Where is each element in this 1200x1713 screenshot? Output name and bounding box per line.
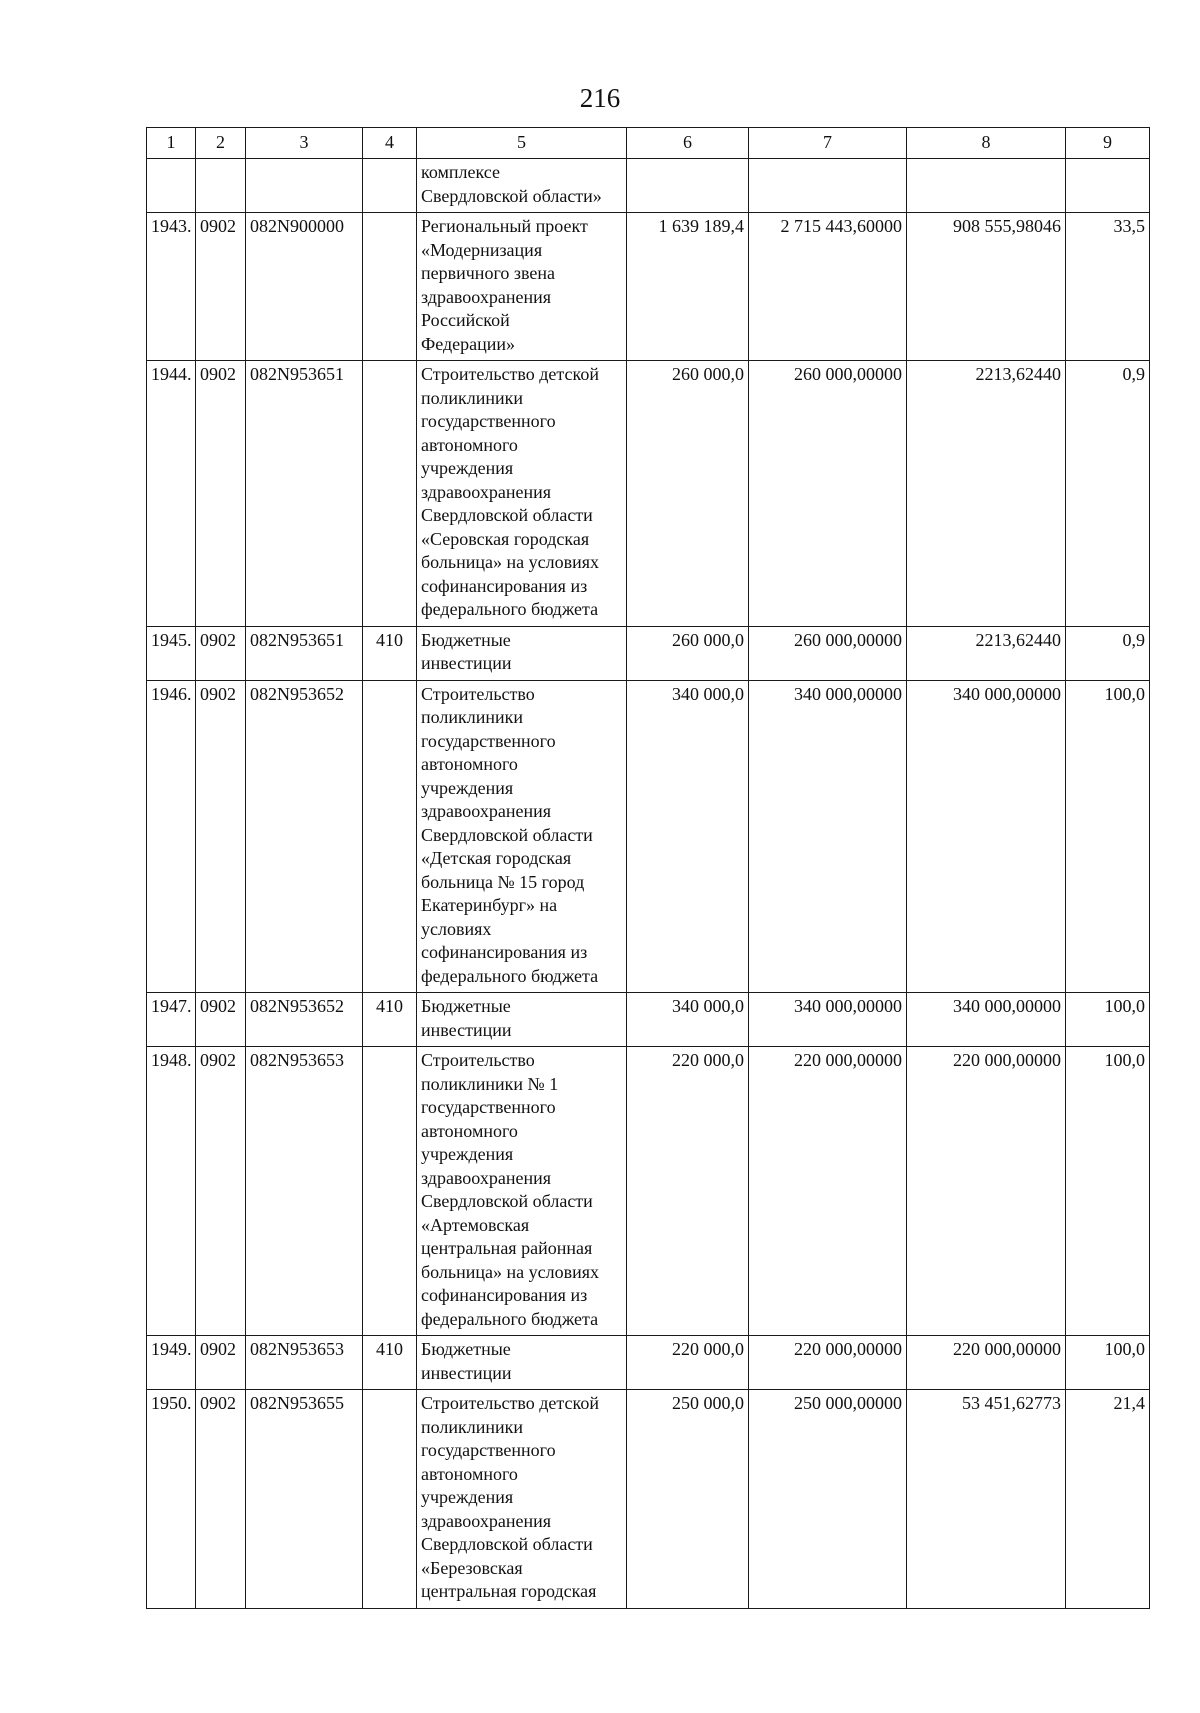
name-line: федерального бюджета — [421, 965, 599, 986]
column-header-7: 7 — [749, 128, 907, 159]
approved-amount-cell: 1 639 189,4 — [627, 213, 749, 361]
name-line: Свердловской области — [421, 505, 593, 525]
name-line: инвестиции — [421, 1019, 512, 1040]
target-code-cell: 082N953651 — [246, 361, 363, 627]
table-row — [147, 1047, 1150, 1336]
executed-amount-cell: 220 000,00000 — [907, 1047, 1066, 1336]
name-line: автономного — [421, 1463, 518, 1484]
approved-amount-cell — [627, 159, 749, 213]
target-code-cell: 082N953653 — [246, 1047, 363, 1336]
name-line: государственного — [421, 411, 556, 431]
name-line: здравоохранения — [421, 1510, 552, 1531]
row-number-cell: 1949. — [147, 1336, 196, 1390]
name-line: Свердловской области — [421, 1191, 593, 1211]
name-cell — [417, 1336, 627, 1390]
name-line: государственного — [421, 730, 556, 751]
name-line: софинансирования из — [421, 1285, 588, 1305]
row-number-cell: 1946. — [147, 680, 196, 993]
execution-percent-cell — [1066, 159, 1150, 213]
name-line: автономного — [421, 434, 518, 455]
approved-amount-cell: 340 000,0 — [627, 680, 749, 993]
column-header-5: 5 — [417, 128, 627, 159]
expense-type-cell: 410 — [363, 993, 417, 1047]
expense-type-cell — [363, 680, 417, 993]
expense-type-cell — [363, 213, 417, 361]
expense-type-cell — [363, 1390, 417, 1609]
name-line: «Артемовская — [421, 1214, 530, 1235]
name-line: больница № 15 город — [421, 871, 585, 892]
page-number: 216 — [579, 83, 621, 113]
name-line: софинансирования из — [421, 942, 588, 962]
column-header-2: 2 — [196, 128, 246, 159]
row-number-cell: 1950. — [147, 1390, 196, 1609]
name-cell — [417, 626, 627, 680]
name-line: «Серовская городская — [421, 528, 590, 549]
section-code-cell: 0902 — [196, 1336, 246, 1390]
name-cell — [417, 1390, 627, 1609]
planned-amount-cell: 260 000,00000 — [749, 626, 907, 680]
executed-amount-cell: 53 451,62773 — [907, 1390, 1066, 1609]
name-line: здравоохранения — [421, 801, 552, 821]
execution-percent-cell: 100,0 — [1066, 1047, 1150, 1336]
approved-amount-cell: 220 000,0 — [627, 1047, 749, 1336]
name-line: здравоохранения — [421, 481, 552, 502]
row-number-cell: 1947. — [147, 993, 196, 1047]
table-row — [147, 680, 1150, 993]
name-cell — [417, 1047, 627, 1336]
name-line: «Березовская — [421, 1557, 523, 1578]
table-header — [147, 128, 1150, 159]
executed-amount-cell: 220 000,00000 — [907, 1336, 1066, 1390]
name-line: поликлиники — [421, 1416, 524, 1437]
row-number-cell: 1945. — [147, 626, 196, 680]
name-line: Бюджетные — [421, 996, 511, 1016]
planned-amount-cell: 340 000,00000 — [749, 993, 907, 1047]
section-code-cell: 0902 — [196, 213, 246, 361]
planned-amount-cell: 220 000,00000 — [749, 1047, 907, 1336]
name-line: поликлиники — [421, 707, 524, 727]
expense-type-cell — [363, 1047, 417, 1336]
name-line: поликлиники № 1 — [421, 1073, 559, 1094]
name-cell — [417, 993, 627, 1047]
name-line: Строительство детской — [421, 1393, 599, 1413]
name-line: государственного — [421, 1440, 556, 1460]
executed-amount-cell: 2213,62440 — [907, 361, 1066, 627]
approved-amount-cell: 340 000,0 — [627, 993, 749, 1047]
approved-amount-cell: 260 000,0 — [627, 361, 749, 627]
name-line: автономного — [421, 1120, 518, 1141]
planned-amount-cell: 250 000,00000 — [749, 1390, 907, 1609]
execution-percent-cell: 100,0 — [1066, 680, 1150, 993]
planned-amount-cell: 2 715 443,60000 — [749, 213, 907, 361]
target-code-cell: 082N953651 — [246, 626, 363, 680]
target-code-cell — [246, 159, 363, 213]
name-line: инвестиции — [421, 1362, 512, 1383]
name-line: Строительство — [421, 1050, 535, 1070]
name-line: автономного — [421, 754, 518, 774]
name-line: здравоохранения — [421, 1167, 552, 1188]
executed-amount-cell: 2213,62440 — [907, 626, 1066, 680]
name-line: больница» на условиях — [421, 552, 600, 572]
target-code-cell: 082N953652 — [246, 993, 363, 1047]
expense-type-cell: 410 — [363, 1336, 417, 1390]
name-line: первичного звена — [421, 263, 555, 283]
planned-amount-cell: 220 000,00000 — [749, 1336, 907, 1390]
approved-amount-cell: 250 000,0 — [627, 1390, 749, 1609]
section-code-cell: 0902 — [196, 993, 246, 1047]
table-row — [147, 159, 1150, 213]
name-line: учреждения — [421, 777, 514, 798]
target-code-cell: 082N953655 — [246, 1390, 363, 1609]
executed-amount-cell: 908 555,98046 — [907, 213, 1066, 361]
table-row — [147, 626, 1150, 680]
approved-amount-cell: 260 000,0 — [627, 626, 749, 680]
budget-table — [146, 127, 1150, 1609]
name-line: Российской — [421, 310, 510, 330]
execution-percent-cell: 0,9 — [1066, 626, 1150, 680]
name-line: Региональный проект — [421, 216, 588, 236]
name-line: комплексе — [421, 162, 500, 182]
execution-percent-cell: 100,0 — [1066, 993, 1150, 1047]
table-row — [147, 361, 1150, 627]
table-row — [147, 1390, 1150, 1609]
column-header-4: 4 — [363, 128, 417, 159]
column-header-6: 6 — [627, 128, 749, 159]
name-line: центральная районная — [421, 1238, 593, 1258]
section-code-cell: 0902 — [196, 1390, 246, 1609]
name-line: «Модернизация — [421, 239, 543, 260]
name-line: софинансирования из — [421, 575, 588, 596]
row-number-cell — [147, 159, 196, 213]
name-line: учреждения — [421, 1487, 514, 1507]
name-line: Строительство детской — [421, 364, 599, 384]
target-code-cell: 082N953652 — [246, 680, 363, 993]
section-code-cell: 0902 — [196, 1047, 246, 1336]
name-line: условиях — [421, 918, 492, 939]
row-number-cell: 1944. — [147, 361, 196, 627]
column-header-9: 9 — [1066, 128, 1150, 159]
name-line: Бюджетные — [421, 1339, 511, 1359]
expense-type-cell — [363, 361, 417, 627]
name-line: федерального бюджета — [421, 1308, 599, 1329]
executed-amount-cell — [907, 159, 1066, 213]
name-line: «Детская городская — [421, 848, 572, 868]
name-line: Екатеринбург» на — [421, 895, 558, 915]
planned-amount-cell: 260 000,00000 — [749, 361, 907, 627]
name-line: учреждения — [421, 458, 514, 478]
name-line: Свердловской области» — [421, 185, 602, 206]
name-cell — [417, 159, 627, 213]
planned-amount-cell: 340 000,00000 — [749, 680, 907, 993]
name-cell — [417, 680, 627, 993]
table-row — [147, 1336, 1150, 1390]
name-line: Бюджетные — [421, 629, 511, 650]
execution-percent-cell: 21,4 — [1066, 1390, 1150, 1609]
table-body — [147, 159, 1150, 1609]
name-cell — [417, 213, 627, 361]
name-line: поликлиники — [421, 387, 524, 408]
column-header-8: 8 — [907, 128, 1066, 159]
target-code-cell: 082N953653 — [246, 1336, 363, 1390]
planned-amount-cell — [749, 159, 907, 213]
expense-type-cell — [363, 159, 417, 213]
name-line: Федерации» — [421, 333, 516, 354]
execution-percent-cell: 0,9 — [1066, 361, 1150, 627]
name-line: больница» на условиях — [421, 1261, 600, 1282]
name-line: инвестиции — [421, 653, 512, 673]
row-number-cell: 1943. — [147, 213, 196, 361]
table-row — [147, 213, 1150, 361]
name-line: Свердловской области — [421, 1534, 593, 1554]
name-line: федерального бюджета — [421, 599, 599, 619]
name-line: здравоохранения — [421, 286, 552, 307]
execution-percent-cell: 33,5 — [1066, 213, 1150, 361]
section-code-cell — [196, 159, 246, 213]
section-code-cell: 0902 — [196, 361, 246, 627]
table-row — [147, 993, 1150, 1047]
execution-percent-cell: 100,0 — [1066, 1336, 1150, 1390]
column-header-3: 3 — [246, 128, 363, 159]
column-header-1: 1 — [147, 128, 196, 159]
name-line: Строительство — [421, 683, 535, 704]
row-number-cell: 1948. — [147, 1047, 196, 1336]
section-code-cell: 0902 — [196, 626, 246, 680]
approved-amount-cell: 220 000,0 — [627, 1336, 749, 1390]
name-cell — [417, 361, 627, 627]
name-line: учреждения — [421, 1144, 514, 1164]
name-line: государственного — [421, 1097, 556, 1117]
executed-amount-cell: 340 000,00000 — [907, 993, 1066, 1047]
name-line: Свердловской области — [421, 824, 593, 845]
header-row — [147, 128, 1150, 159]
target-code-cell: 082N900000 — [246, 213, 363, 361]
name-line: центральная городская — [421, 1581, 597, 1601]
executed-amount-cell: 340 000,00000 — [907, 680, 1066, 993]
expense-type-cell: 410 — [363, 626, 417, 680]
section-code-cell: 0902 — [196, 680, 246, 993]
